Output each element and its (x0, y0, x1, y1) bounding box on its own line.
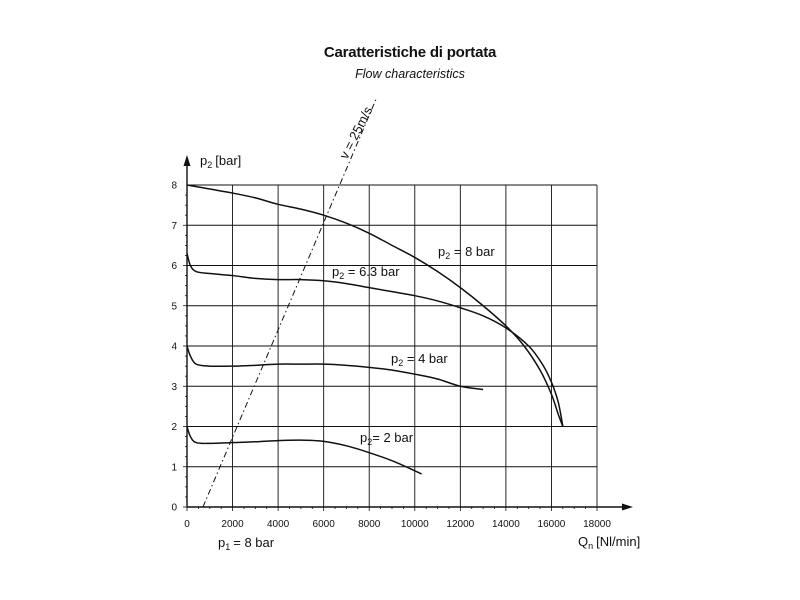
y-axis-arrow (184, 155, 191, 166)
x-axis-arrow (622, 504, 633, 511)
y-tick-label: 3 (171, 381, 177, 393)
y-tick-label: 1 (171, 462, 177, 474)
x-tick-label: 10000 (400, 519, 429, 530)
x-tick-label: 12000 (446, 519, 475, 530)
y-tick-label: 0 (171, 502, 177, 514)
x-tick-label: 4000 (266, 519, 290, 530)
series-label: $p_2= 2$ bar (360, 430, 414, 447)
series-labels (332, 244, 495, 447)
chart-title: Caratteristiche di portata (323, 44, 497, 61)
series-label: $p_2 = 6.3$ bar (332, 264, 400, 281)
inlet-pressure-note: $p_1 = 8$ bar (218, 535, 275, 552)
series-lines (187, 97, 563, 507)
x-tick-label: 6000 (312, 519, 335, 530)
grid-lines (187, 185, 597, 507)
x-tick-label: 16000 (537, 519, 566, 530)
y-tick-label: 7 (171, 220, 177, 232)
chart-subtitle: Flow characteristics (355, 67, 465, 81)
x-axis-label: $Q_n$ [Nl/min] (578, 534, 641, 551)
y-axis-label: $p_2$ [bar] (200, 153, 242, 170)
axes (183, 155, 633, 511)
y-tick-label: 8 (171, 180, 177, 192)
x-tick-label: 2000 (221, 519, 244, 530)
curve-p2-6-3bar (187, 253, 563, 426)
series-label: $p_2 = 4$ bar (391, 351, 448, 368)
series-label: $p_2 = 8$ bar (438, 244, 495, 261)
y-tick-label: 5 (171, 301, 177, 313)
x-tick-label: 8000 (358, 519, 381, 530)
velocity-line-label: v = 25m/s (336, 104, 376, 162)
y-tick-label: 2 (171, 422, 177, 433)
y-tick-label: 6 (171, 261, 177, 272)
y-tick-label: 4 (171, 341, 177, 353)
x-tick-label: 0 (184, 519, 190, 530)
x-tick-label: 18000 (583, 519, 611, 530)
x-tick-label: 14000 (491, 519, 520, 530)
